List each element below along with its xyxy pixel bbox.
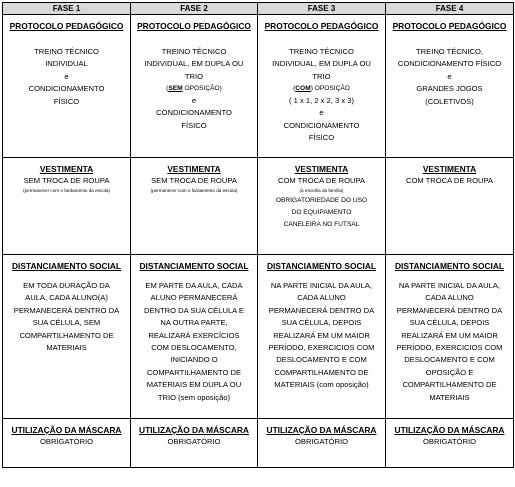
mascara-cell-fase-4 xyxy=(386,419,514,468)
mascara-row xyxy=(3,419,514,468)
protocolo-text: TREINO TÉCNICO INDIVIDUAL e CONDICIONAMENTO FÍSICO xyxy=(28,47,105,106)
header-fase-4: FASE 4 xyxy=(386,3,514,15)
mascara-cell-fase-2 xyxy=(131,419,258,468)
vestimenta-main: COM TROCA DE ROUPA xyxy=(277,176,366,185)
distanciamento-text: EM PARTE DA AULA, CADA ALUNO PERMANECERÁ DENTRO DA SUA CÉLULA E NA OUTRA PARTE, REALIZARÁ EXERCÍCIOS COM DESLOCAMENTO, INICIANDO O COMPARTILHAMENTO DE MATERIAIS EM DUPLA OU TRIO (sem oposição) xyxy=(143,281,244,402)
mascara-value: OBRIGATÓRIO xyxy=(422,437,477,446)
phases-table xyxy=(2,2,514,468)
mascara-title: UTILIZAÇÃO DA MÁSCARA xyxy=(139,425,249,435)
vestimenta-main: SEM TROCA DE ROUPA xyxy=(151,176,237,185)
protocolo-text: TREINO TÉCNICO, CONDICIONAMENTO FÍSICO e GRANDES JOGOS (COLETIVOS) xyxy=(397,47,502,106)
vestimenta-title: VESTIMENTA xyxy=(39,164,94,174)
mascara-value: OBRIGATÓRIO xyxy=(39,437,94,446)
vestimenta-extra: OBRIGATORIEDADE DO USO DO EQUIPAMENTO CANELEIRA NO FUTSAL xyxy=(275,197,368,228)
protocolo-title: PROTOCOLO PEDAGÓGICO xyxy=(9,21,124,31)
distanciamento-row xyxy=(3,255,514,419)
com-label: COM xyxy=(295,85,311,93)
vestimenta-note: (permanecer com o fardamento da escola) xyxy=(150,188,238,194)
mascara-value: OBRIGATÓRIO xyxy=(167,437,221,446)
header-row xyxy=(3,3,514,15)
header-fase-2: FASE 2 xyxy=(131,3,258,15)
vestimenta-cell-fase-1 xyxy=(3,158,131,255)
protocolo-cell-fase-3 xyxy=(258,15,386,158)
distanciamento-cell-fase-4 xyxy=(386,255,514,419)
vestimenta-main: SEM TROCA DE ROUPA xyxy=(23,176,110,185)
protocolo-title: PROTOCOLO PEDAGÓGICO xyxy=(137,21,251,31)
mascara-title: UTILIZAÇÃO DA MÁSCARA xyxy=(266,425,377,435)
mascara-cell-fase-1 xyxy=(3,419,131,468)
distanciamento-title: DISTANCIAMENTO SOCIAL xyxy=(11,261,122,271)
protocolo-row xyxy=(3,15,514,158)
distanciamento-text: NA PARTE INICIAL DA AULA, CADA ALUNO PERMANECERÁ DENTRO DA SUA CÉLULA, DEPOIS REALIZARÁ EM UM MAIOR PERÍODO, EXERCICIOS COM DESLOCAMENTO E COM COMPARTILHAMENTO DE MATERIAIS (com oposição) xyxy=(268,281,375,390)
mascara-title: UTILIZAÇÃO DA MÁSCARA xyxy=(394,425,505,435)
vestimenta-row xyxy=(3,158,514,255)
protocolo-cell-fase-1 xyxy=(3,15,131,158)
vestimenta-cell-fase-3 xyxy=(258,158,386,255)
protocolo-title: PROTOCOLO PEDAGÓGICO xyxy=(392,21,507,31)
mascara-cell-fase-3 xyxy=(258,419,386,468)
vestimenta-title: VESTIMENTA xyxy=(422,164,477,174)
mascara-value: OBRIGATÓRIO xyxy=(294,437,349,446)
vestimenta-title: VESTIMENTA xyxy=(167,164,221,174)
distanciamento-cell-fase-3 xyxy=(258,255,386,419)
protocolo-title: PROTOCOLO PEDAGÓGICO xyxy=(264,21,379,31)
vestimenta-cell-fase-4 xyxy=(386,158,514,255)
vestimenta-main: COM TROCA DE ROUPA xyxy=(405,176,494,185)
vestimenta-note: (permanecer com o fardamento da escola) xyxy=(23,188,110,194)
vestimenta-cell-fase-2 xyxy=(131,158,258,255)
header-fase-3: FASE 3 xyxy=(258,3,386,15)
protocolo-cell-fase-4 xyxy=(386,15,514,158)
distanciamento-title: DISTANCIAMENTO SOCIAL xyxy=(266,261,377,271)
protocolo-text: TREINO TÉCNICO INDIVIDUAL, EM DUPLA OU TRIO (SEM OPOSIÇÃO) e CONDICIONAMENTO FÍSICO xyxy=(144,47,244,130)
distanciamento-cell-fase-2 xyxy=(131,255,258,419)
distanciamento-text: NA PARTE INICIAL DA AULA, CADA ALUNO PERMANECERÁ DENTRO DA SUA CÉLULA, DEPOIS REALIZARÁ EM UM MAIOR PERÍODO, EXERCICIOS COM DESLOCAMENTO E COM OPOSIÇÃO E COMPARTILHAMENTO DE MATERIAIS xyxy=(396,281,503,402)
vestimenta-note: (à escolha da família) xyxy=(299,188,344,194)
header-fase-1: FASE 1 xyxy=(3,3,131,15)
distanciamento-title: DISTANCIAMENTO SOCIAL xyxy=(139,261,249,271)
distanciamento-text: EM TODA DURAÇÃO DA AULA, CADA ALUNO(A) PERMANECERÁ DENTRO DA SUA CÉLULA, SEM COMPARTILHAMENTO DE MATERIAIS xyxy=(13,281,120,353)
sem-label: SEM xyxy=(168,85,183,93)
mascara-title: UTILIZAÇÃO DA MÁSCARA xyxy=(11,425,122,435)
distanciamento-title: DISTANCIAMENTO SOCIAL xyxy=(394,261,505,271)
vestimenta-title: VESTIMENTA xyxy=(294,164,349,174)
protocolo-cell-fase-2 xyxy=(131,15,258,158)
protocolo-text: TREINO TÉCNICO INDIVIDUAL, EM DUPLA OU TRIO (COM) OPOSIÇÃO ( 1 x 1, 2 x 2, 3 x 3) e CONDICIONAMENTO FÍSICO xyxy=(272,47,371,143)
distanciamento-cell-fase-1 xyxy=(3,255,131,419)
